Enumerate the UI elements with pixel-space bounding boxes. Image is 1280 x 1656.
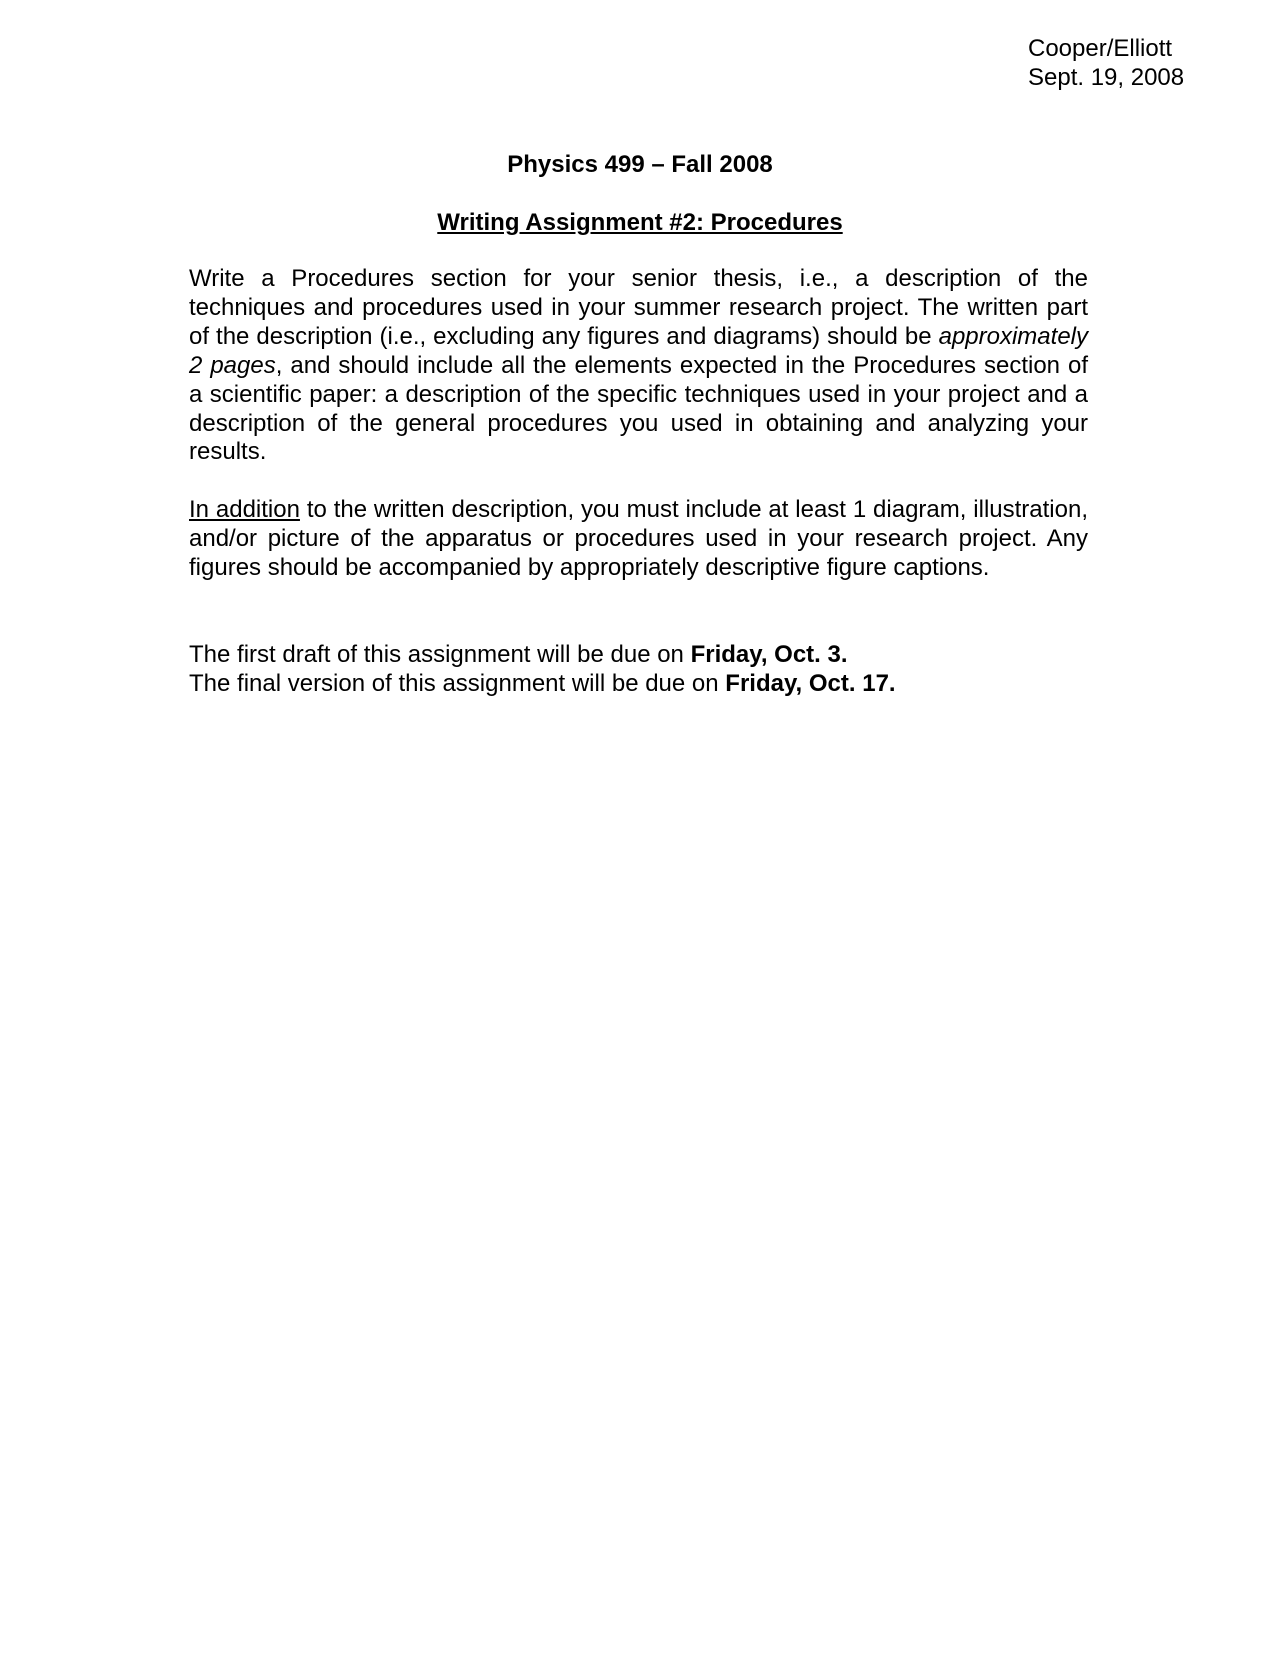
- first-draft-due-line: [189, 640, 848, 669]
- final-version-text: The final version of this assignment will be due on: [189, 670, 726, 697]
- date-line: Sept. 19, 2008: [1028, 64, 1185, 91]
- assignment-title: Writing Assignment #2: Procedures: [437, 209, 843, 236]
- paragraph2-text: to the written description, you must include at least 1 diagram, illustration, and/or picture of the apparatus or procedures used in your research project. Any figures should be accompanied by appropriately descriptive figure captions.: [189, 496, 1088, 581]
- first-draft-date: Friday, Oct. 3.: [690, 641, 848, 668]
- in-addition-underlined: In addition: [189, 496, 300, 523]
- paragraph1-text-start: Write a Procedures section for your senior thesis, i.e., a description of the techniques and procedures used in your summer research project. The written part of the description (i.e., excluding any figures and diagrams) should be: [189, 265, 1088, 350]
- figures-paragraph: [189, 496, 1088, 583]
- page-length-emphasis: approximately 2 pages: [189, 322, 1088, 379]
- procedures-paragraph: [189, 265, 1088, 467]
- first-draft-text: The first draft of this assignment will be due on: [189, 641, 691, 668]
- paragraph1-text-end: , and should include all the elements expected in the Procedures section of a scientific paper: a description of the specific techniques used in your project and a description of the general procedures you used in obtaining and analyzing your results.: [189, 351, 1089, 466]
- course-title: Physics 499 – Fall 2008: [507, 151, 773, 178]
- final-version-date: Friday, Oct. 17.: [725, 670, 896, 697]
- authors-line: Cooper/Elliott: [1028, 35, 1173, 62]
- final-version-due-line: [189, 669, 896, 698]
- document-header: [1028, 34, 1184, 92]
